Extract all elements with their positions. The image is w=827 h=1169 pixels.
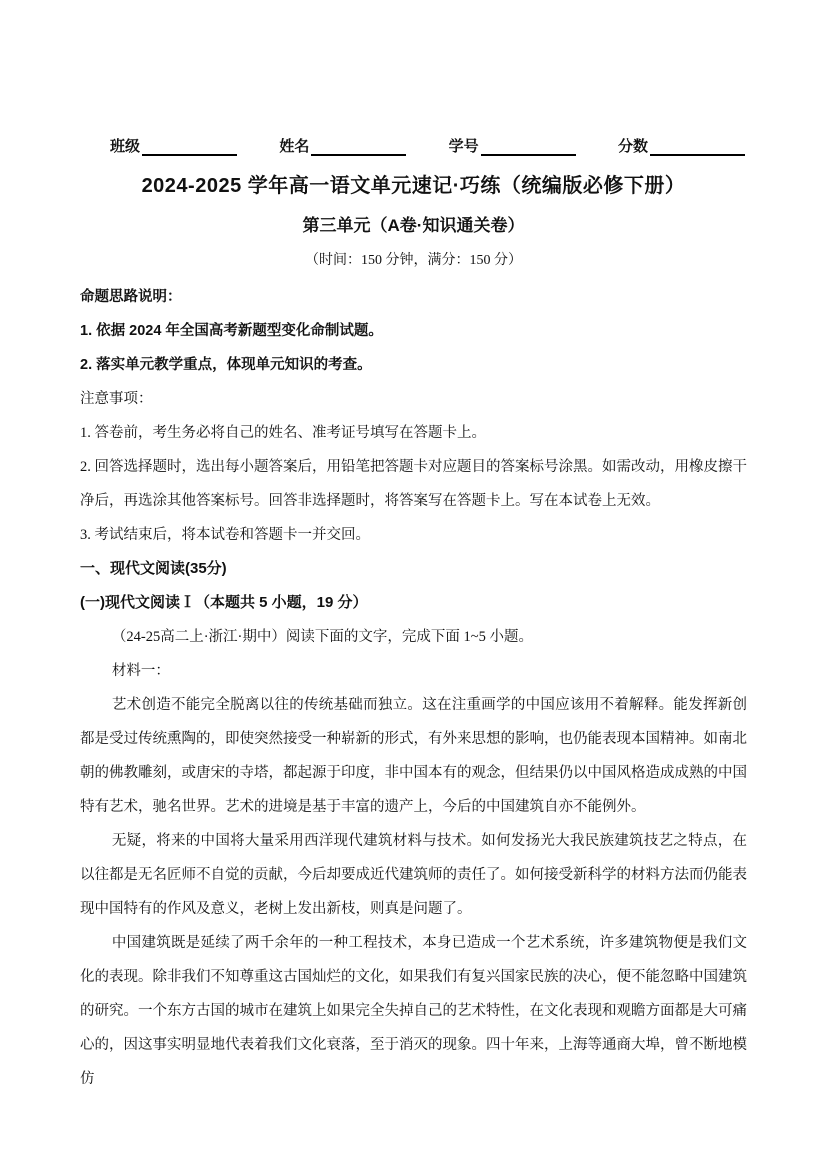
student-id-field <box>449 135 576 156</box>
note-item-2: 2. 回答选择题时，选出每小题答案后，用铅笔把答题卡对应题目的答案标号涂黑。如需改动，用橡皮擦干净后，再选涂其他答案标号。回答非选择题时，将答案写在答题卡上。写在本试卷上无效。 <box>80 459 747 509</box>
score-field <box>618 135 745 156</box>
material-paragraph-1: 艺术创造不能完全脱离以往的传统基础而独立。这在注重画学的中国应该用不着解释。能发挥新创都是受过传统熏陶的，即使突然接受一种崭新的形式，有外来思想的影响，也仍能表现本国精神。如南北朝的佛教雕刻，或唐宋的寺塔，都起源于印度，非中国本有的观念，但结果仍以中国风格造成成熟的中国特有艺术，驰名世界。艺术的进境是基于丰富的遗产上，今后的中国建筑自亦不能例外。 <box>80 697 747 815</box>
note-item-3: 3. 考试结束后，将本试卷和答题卡一并交回。 <box>80 527 370 543</box>
class-label: 班级 <box>110 138 141 155</box>
name-blank-line <box>311 137 406 156</box>
subsection-heading: (一)现代文阅读Ⅰ（本题共 5 小题，19 分） <box>80 594 368 611</box>
intent-heading: 命题思路说明： <box>80 289 182 305</box>
class-blank-line <box>142 137 237 156</box>
notes-heading: 注意事项： <box>80 391 153 407</box>
name-field <box>279 135 406 156</box>
name-label: 姓名 <box>279 138 310 155</box>
page-title: 2024-2025 学年高一语文单元速记·巧练（统编版必修下册） <box>141 175 686 197</box>
score-label: 分数 <box>617 138 648 155</box>
student-id-blank-line <box>481 137 576 156</box>
note-item-1: 1. 答卷前，考生务必将自己的姓名、准考证号填写在答题卡上。 <box>80 425 486 441</box>
intent-block <box>80 280 747 382</box>
score-blank-line <box>650 137 745 156</box>
student-info-row <box>80 128 747 156</box>
material-label: 材料一： <box>111 663 170 679</box>
source-instruction: （24-25高二上·浙江·期中）阅读下面的文字，完成下面 1~5 小题。 <box>111 629 533 645</box>
intent-item-1: 1. 依据 2024 年全国高考新题型变化命制试题。 <box>80 323 383 339</box>
time-score-line: （时间：150 分钟，满分：150 分） <box>305 253 522 268</box>
student-id-label: 学号 <box>448 138 479 155</box>
class-field <box>110 135 237 156</box>
section-heading: 一、现代文阅读(35分) <box>80 560 227 577</box>
material-paragraph-3: 中国建筑既是延续了两千余年的一种工程技术，本身已造成一个艺术系统，许多建筑物便是我们文化的表现。除非我们不知尊重这古国灿烂的文化，如果我们有复兴国家民族的决心，便不能忽略中国建筑的研究。一个东方古国的城市在建筑上如果完全失掉自己的艺术特性，在文化表现和观瞻方面都是大可痛心的，因这事实明显地代表着我们文化衰落，至于消灭的现象。四十年来，上海等通商大埠，曾不断地模仿 <box>80 935 747 1087</box>
intent-item-2: 2. 落实单元教学重点，体现单元知识的考查。 <box>80 357 372 373</box>
notes-block <box>80 382 747 552</box>
page-subtitle: 第三单元（A卷·知识通关卷） <box>302 216 525 235</box>
section-modern-reading <box>80 552 747 1096</box>
material-paragraph-2: 无疑，将来的中国将大量采用西洋现代建筑材料与技术。如何发扬光大我民族建筑技艺之特点，在以往都是无名匠师不自觉的贡献，今后却要成近代建筑师的责任了。如何接受新科学的材料方法而仍能表现中国特有的作风及意义，老树上发出新枝，则真是问题了。 <box>80 833 747 917</box>
